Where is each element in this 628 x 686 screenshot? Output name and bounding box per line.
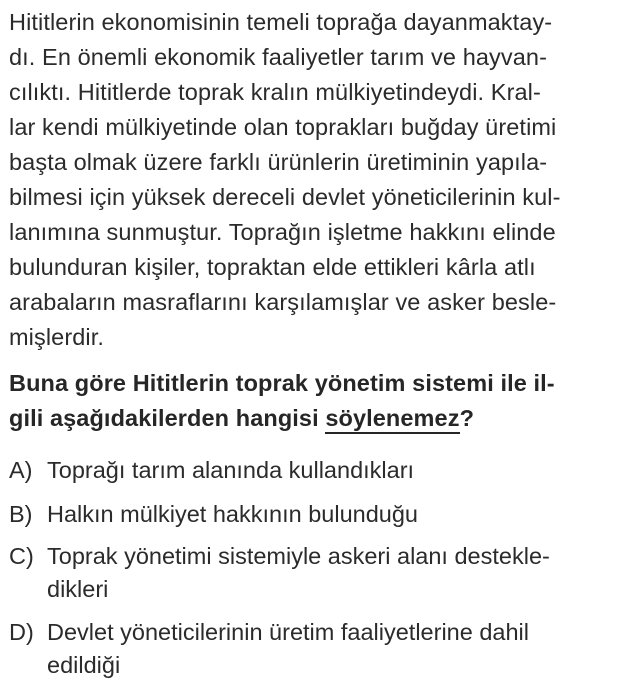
passage-line: başta olmak üzere farklı ürünlerin üretiminin yapıla- (9, 149, 548, 175)
question-text: gili aşağıdakilerden hangisi (9, 405, 326, 431)
option-a[interactable] (9, 453, 414, 487)
passage-line: arabaların masraflarını karşılamışlar ve asker besle- (9, 289, 557, 315)
question-mark: ? (459, 405, 475, 431)
option-letter: A) (9, 457, 33, 483)
passage-line: lar kendi mülkiyetinde olan toprakları buğday üretimi (9, 114, 557, 140)
passage-line: mişlerdir. (9, 324, 105, 350)
passage-line: bilmesi için yüksek dereceli devlet yöneticilerinin kul- (9, 184, 561, 210)
option-text: Halkın mülkiyet hakkının bulunduğu (47, 501, 418, 527)
passage-line: cılıktı. Hititlerde toprak kralın mülkiyetindeydi. Kral- (9, 79, 541, 105)
passage-line: Hititlerin ekonomisinin temeli toprağa dayanmaktay- (9, 9, 553, 35)
option-letter: C) (9, 543, 34, 569)
option-text: Toprağı tarım alanında kullandıkları (47, 457, 415, 483)
option-b[interactable] (9, 497, 418, 531)
underlined-keyword: söylenemez (325, 405, 459, 434)
option-text-continued: dikleri (47, 576, 109, 602)
option-letter: D) (9, 619, 34, 645)
passage-line: dı. En önemli ekonomik faaliyetler tarım ve hayvan- (9, 44, 548, 70)
passage-line: lanımına sunmuştur. Toprağın işletme hakkını elinde (9, 219, 556, 245)
question-line (9, 401, 474, 435)
question-line: Buna göre Hititlerin toprak yönetim sistemi ile il- (9, 370, 555, 396)
option-text: Toprak yönetimi sistemiyle askeri alanı destekle- (47, 543, 550, 569)
option-letter: B) (9, 501, 33, 527)
option-text-continued: edildiği (47, 652, 121, 678)
passage-line: bulunduran kişiler, topraktan elde ettikleri kârla atlı (9, 254, 536, 280)
option-text: Devlet yöneticilerinin üretim faaliyetlerine dahil (47, 619, 529, 645)
